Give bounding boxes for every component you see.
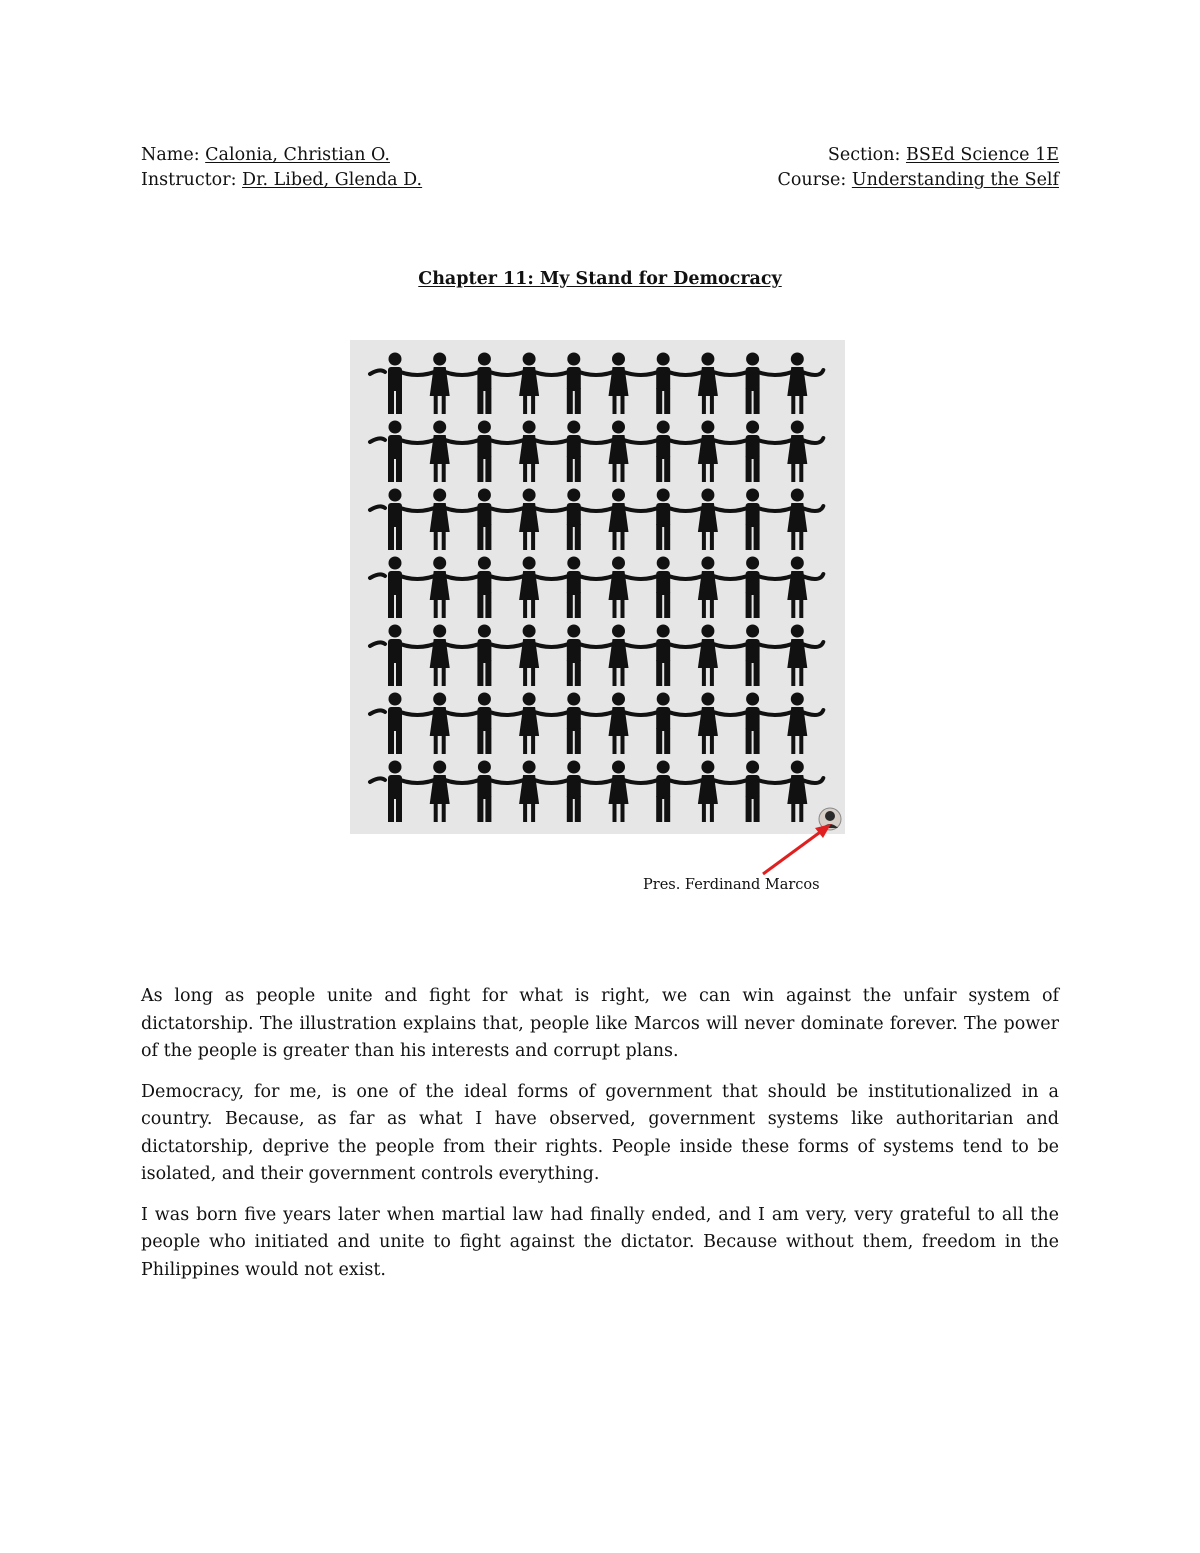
instructor-field (141, 168, 422, 192)
header-row-2 (141, 168, 1059, 192)
pointer-arrow-icon (755, 818, 835, 878)
name-label: Name: (141, 145, 200, 165)
course-field (777, 168, 1059, 192)
header-row-1 (141, 143, 1059, 167)
paragraph-1: As long as people unite and fight for what is right, we can win against the unfair system of dictatorship. The illustration explains that, people like Marcos will never dominate forever. The power of the people is greater than his interests and corrupt plans. (141, 986, 1059, 1061)
illustration-background (350, 340, 845, 834)
people-grid-svg (350, 340, 845, 834)
people-illustration (350, 340, 845, 834)
section-field (828, 143, 1059, 167)
course-value: Understanding the Self (851, 170, 1059, 190)
instructor-label: Instructor: (141, 170, 237, 190)
paragraph-3: I was born five years later when martial law had finally ended, and I am very, very grateful to all the people who initiated and unite to fight against the dictator. Because without them, freedom in the Philippines would not exist. (141, 1204, 1059, 1280)
figure-caption: Pres. Ferdinand Marcos (643, 877, 820, 893)
name-field (141, 143, 390, 167)
instructor-value: Dr. Libed, Glenda D. (242, 170, 423, 190)
page-title: Chapter 11: My Stand for Democracy (418, 269, 782, 289)
section-value: BSEd Science 1E (905, 145, 1059, 165)
name-value: Calonia, Christian O. (205, 145, 390, 165)
paragraph-2: Democracy, for me, is one of the ideal forms of government that should be institutionalized in a country. Because, as far as what I have observed, government systems like authoritarian and dictatorship, deprive the people from their rights. People inside these forms of systems tend to be isolated, and their government controls everything. (141, 1081, 1059, 1184)
section-label: Section: (827, 145, 901, 165)
essay-body (141, 983, 1059, 1297)
course-label: Course: (777, 170, 847, 190)
